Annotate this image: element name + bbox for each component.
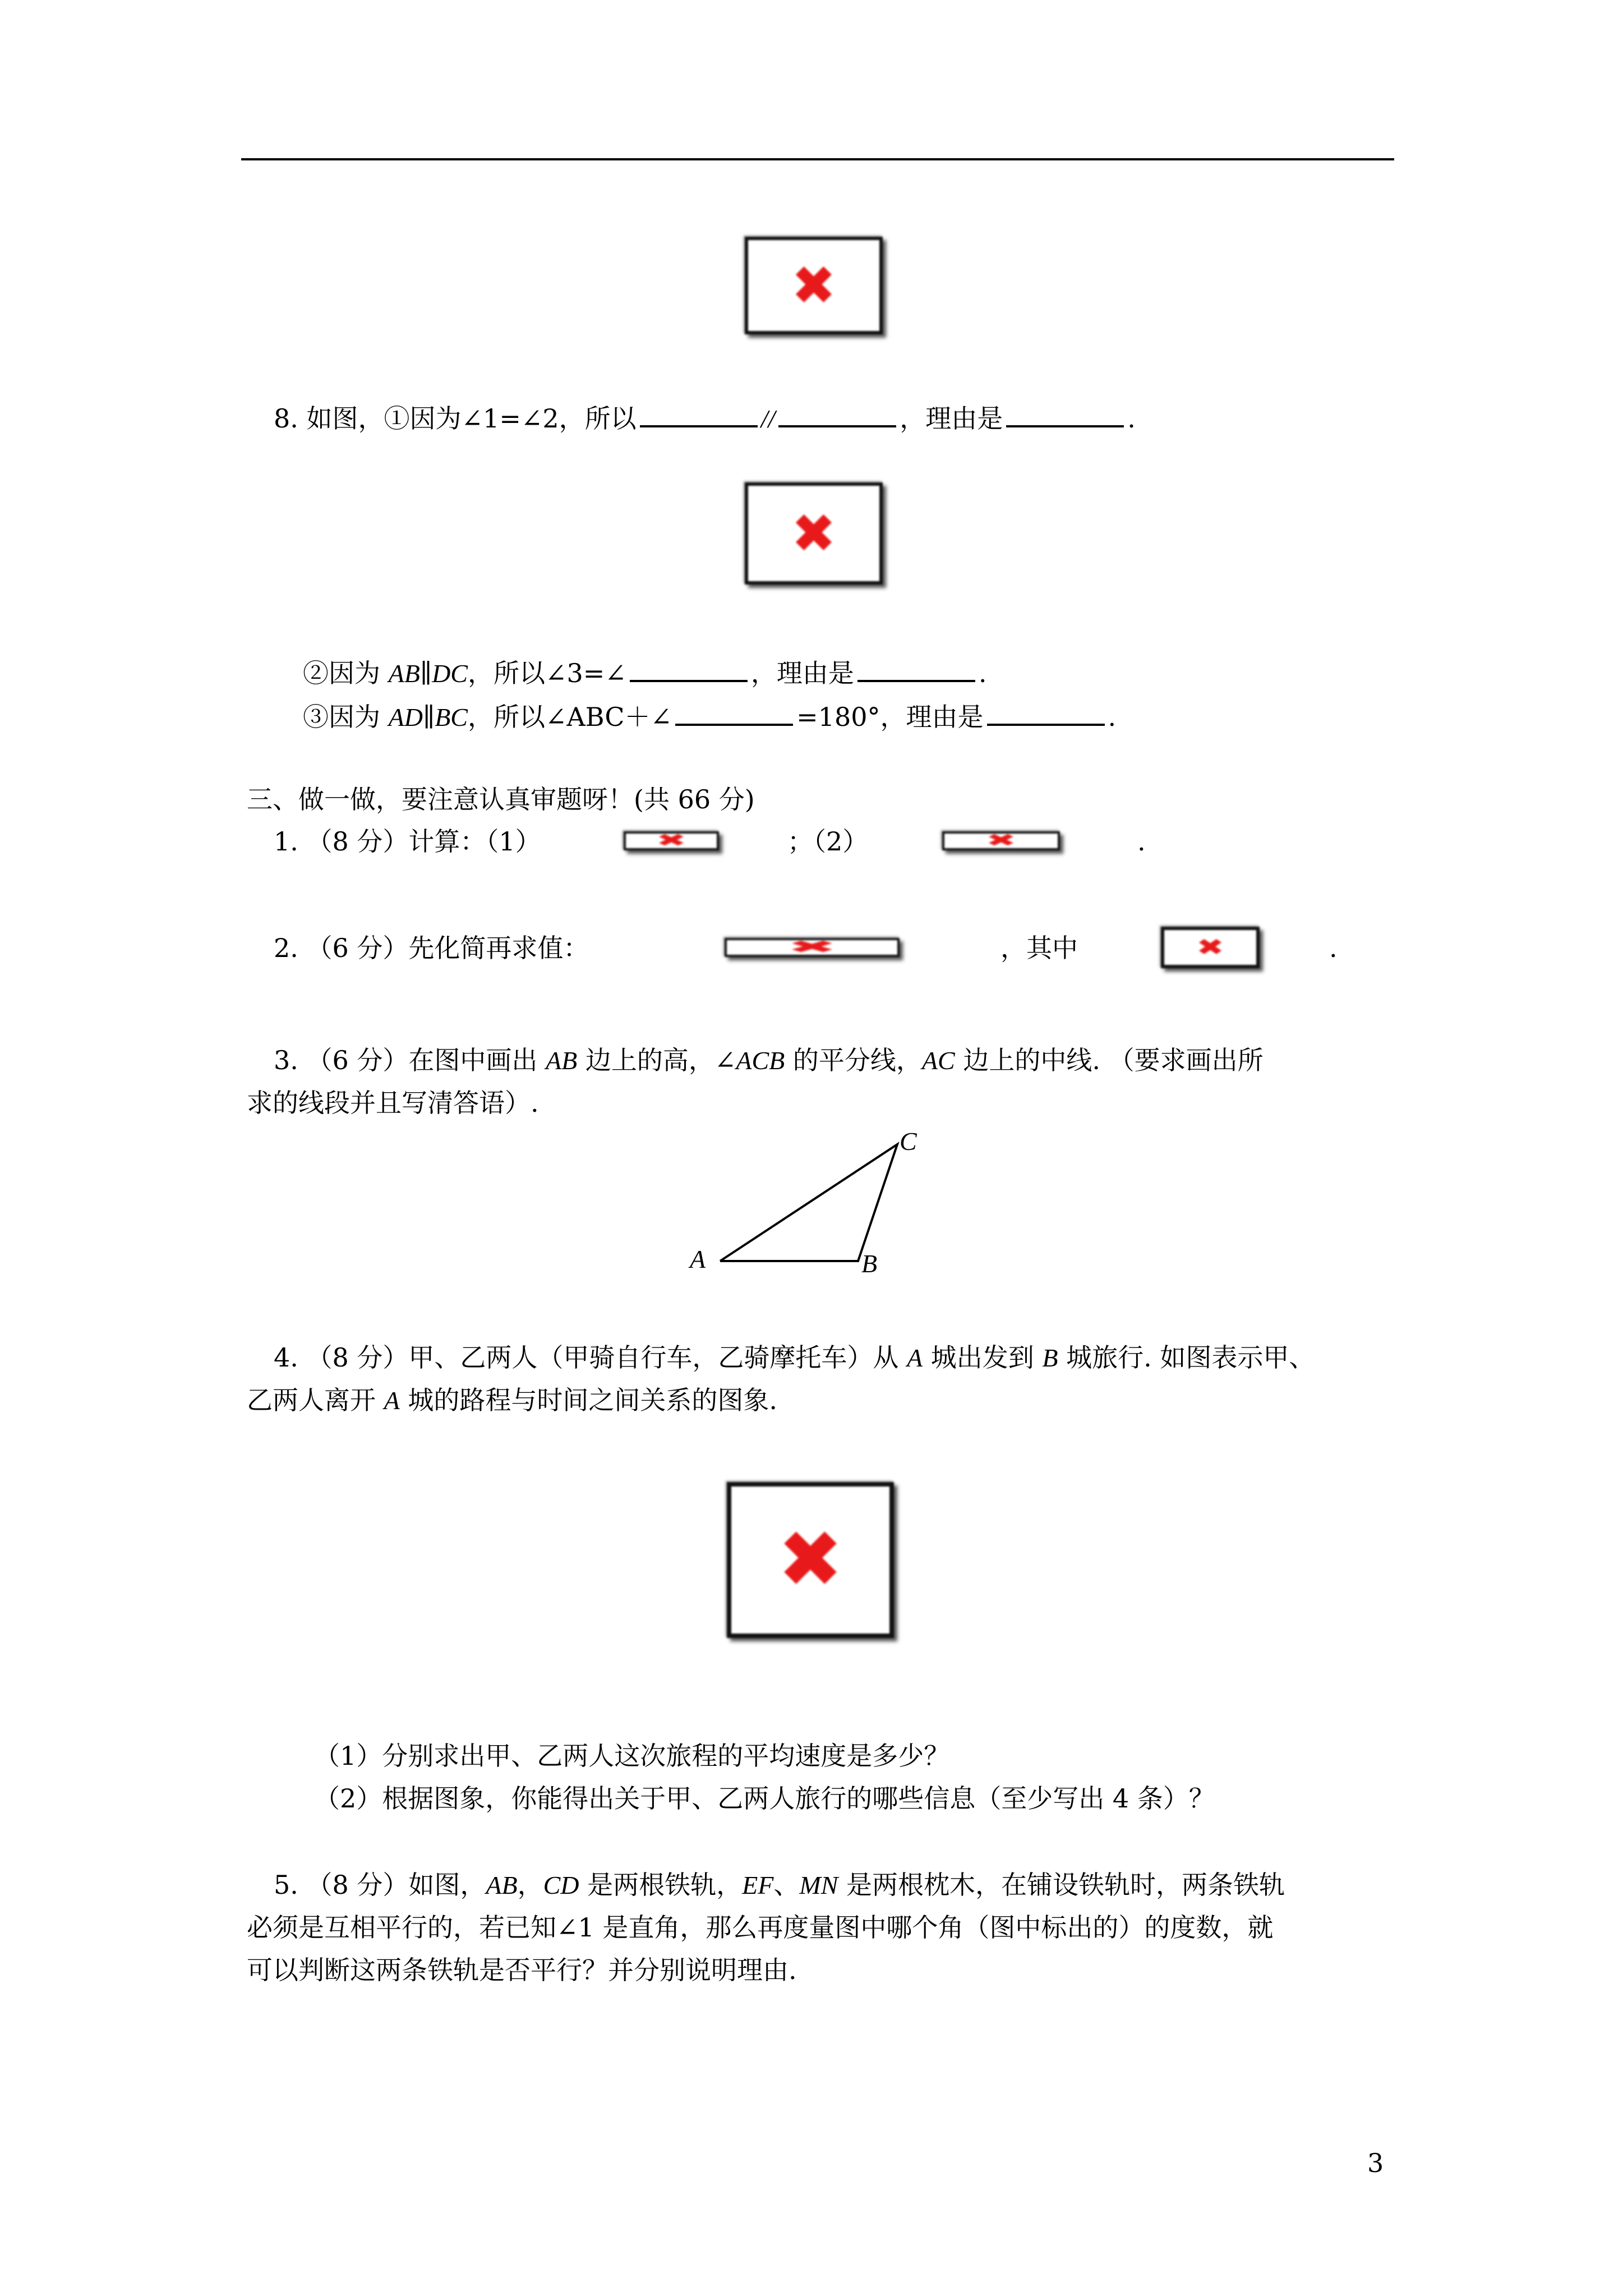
q5-line3: 可以判断这两条铁轨是否平行？并分别说明理由.: [247, 1955, 797, 1985]
q1-text-c: .: [1137, 826, 1146, 857]
q4-line1: 4. （8 分）甲、乙两人（甲骑自行车，乙骑摩托车）从 A 城出发到 B 城旅行. 如图表示甲、: [274, 1342, 1315, 1373]
q5-line1: 5. （8 分）如图，AB，CD 是两根铁轨，EF、MN 是两根枕木，在铺设铁轨时，两条铁轨: [274, 1870, 1285, 1900]
broken-image-icon: ✖: [745, 482, 883, 585]
vertex-label-a: A: [690, 1245, 706, 1273]
page-number: 3: [1367, 2148, 1384, 2178]
broken-image-icon: ✖: [624, 831, 719, 850]
q3-line1: 3. （6 分）在图中画出 AB 边上的高，∠ACB 的平分线，AC 边上的中线. （要求画出所: [274, 1045, 1264, 1075]
answer-blank: [640, 403, 758, 427]
vertex-label-c: C: [900, 1127, 917, 1156]
broken-image-icon: ✖: [942, 831, 1060, 850]
answer-blank: [987, 701, 1105, 726]
header-rule: [241, 158, 1394, 160]
q1-text-a: 1. （8 分）计算：（1）: [274, 826, 541, 857]
answer-blank: [1006, 403, 1124, 427]
q5-line2: 必须是互相平行的，若已知∠1 是直角，那么再度量图中哪个角（图中标出的）的度数，就: [247, 1912, 1274, 1943]
q8-line1: 8. 如图，①因为∠1=∠2，所以 // ，理由是 .: [274, 403, 1136, 434]
answer-blank: [630, 657, 748, 682]
broken-image-icon: ✖: [1161, 927, 1260, 968]
q8-part3: ③因为 AD∥BC，所以∠ABC＋∠ =180°，理由是 .: [303, 702, 1117, 732]
triangle-outline: [720, 1144, 897, 1261]
broken-image-icon: ✖: [725, 938, 900, 957]
broken-image-icon: ✖: [745, 237, 883, 334]
q2-text-c: .: [1329, 933, 1338, 963]
q4-line2: 乙两人离开 A 城的路程与时间之间关系的图象.: [247, 1385, 777, 1415]
q4-sub1: （1）分别求出甲、乙两人这次旅程的平均速度是多少？: [314, 1741, 950, 1771]
answer-blank: [857, 657, 975, 682]
q2-text-a: 2. （6 分）先化简再求值：: [274, 933, 589, 963]
vertex-label-b: B: [861, 1249, 878, 1278]
q1-text-b: ；（2）: [787, 826, 869, 857]
broken-image-icon: ✖: [727, 1482, 894, 1638]
q8-part2: ②因为 AB∥DC，所以∠3=∠ ，理由是 .: [303, 658, 987, 688]
q2-text-b: ，其中: [1000, 933, 1078, 963]
triangle-figure: [673, 1122, 965, 1290]
q3-line2: 求的线段并且写清答语）.: [247, 1088, 539, 1118]
q4-sub2: （2）根据图象，你能得出关于甲、乙两人旅行的哪些信息（至少写出 4 条）？: [314, 1783, 1215, 1814]
answer-blank: [778, 403, 896, 427]
section-heading: 三、做一做，要注意认真审题呀！(共 66 分): [247, 784, 755, 815]
answer-blank: [675, 701, 793, 726]
